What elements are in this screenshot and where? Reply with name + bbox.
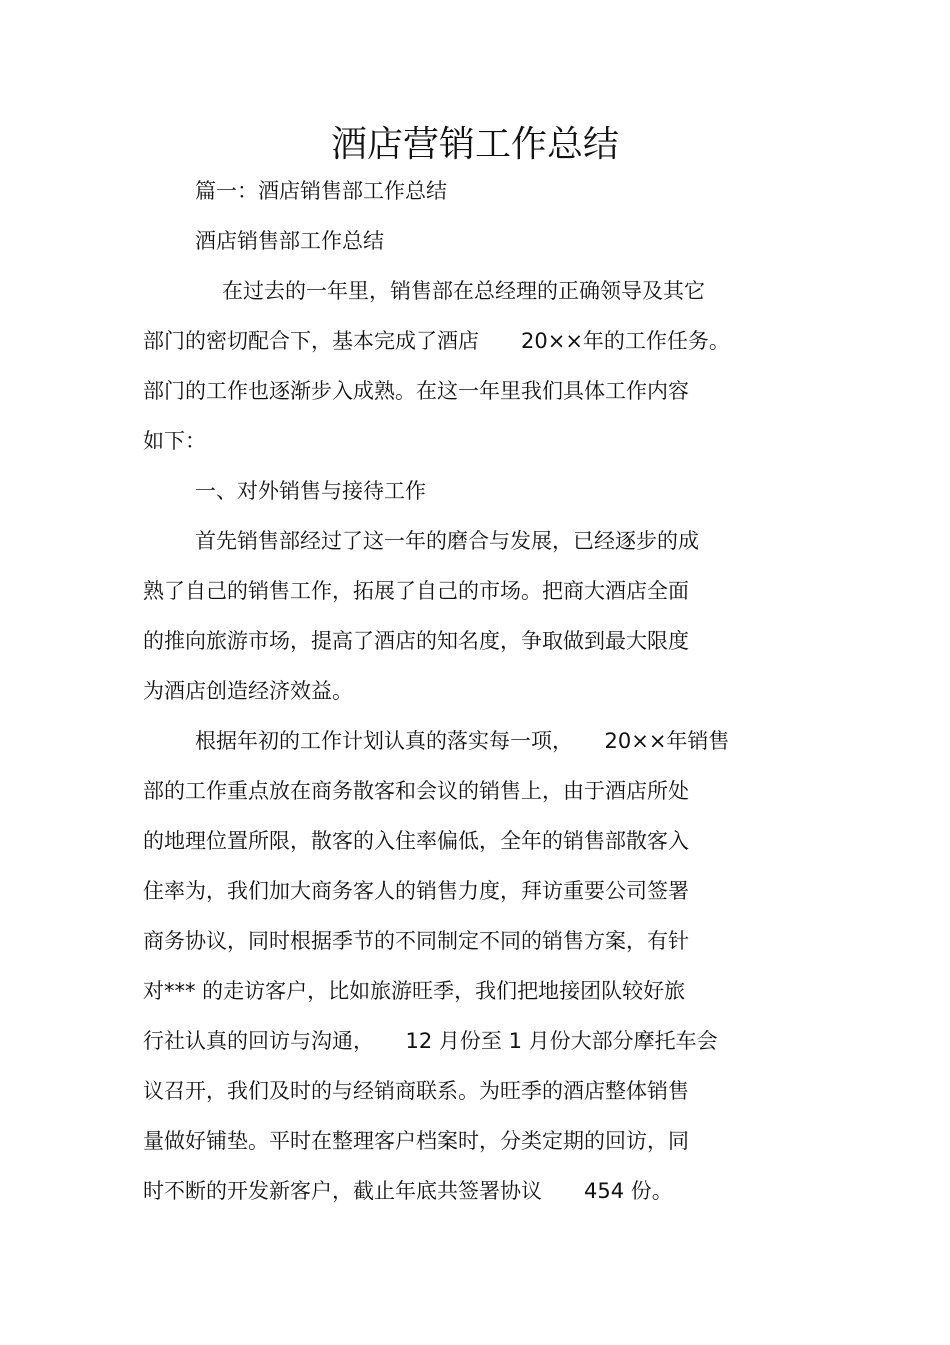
paragraph-line: 如下： — [143, 429, 206, 453]
paragraph-line: 部门的工作也逐渐步入成熟。在这一年里我们具体工作内容 — [143, 379, 689, 403]
paragraph-line: 行社认真的回访与沟通， 12 月份至 1 月份大部分摩托车会 — [143, 1029, 718, 1053]
paragraph-line: 住率为，我们加大商务客人的销售力度，拜访重要公司签署 — [143, 879, 689, 903]
paragraph-line: 对*** 的走访客户，比如旅游旺季，我们把地接团队较好旅 — [143, 979, 686, 1003]
paragraph-line: 为酒店创造经济效益。 — [143, 679, 353, 703]
subsection-heading: 酒店销售部工作总结 — [195, 229, 384, 253]
paragraph-line: 量做好铺垫。平时在整理客户档案时，分类定期的回访，同 — [143, 1129, 689, 1153]
paragraph-line: 商务协议，同时根据季节的不同制定不同的销售方案，有针 — [143, 929, 689, 953]
paragraph-line: 首先销售部经过了这一年的磨合与发展，已经逐步的成 — [195, 529, 699, 553]
paragraph-line: 的地理位置所限，散客的入住率偏低，全年的销售部散客入 — [143, 829, 689, 853]
document-title: 酒店营销工作总结 — [330, 124, 619, 165]
paragraph-line: 在过去的一年里，销售部在总经理的正确领导及其它 — [222, 279, 705, 303]
paragraph-line: 时不断的开发新客户，截止年底共签署协议 454 份。 — [143, 1179, 673, 1203]
paragraph-line: 议召开，我们及时的与经销商联系。为旺季的酒店整体销售 — [143, 1079, 689, 1103]
paragraph-line: 根据年初的工作计划认真的落实每一项， 20××年销售 — [195, 729, 730, 753]
section-heading: 篇一：酒店销售部工作总结 — [195, 179, 447, 203]
section-heading: 一、对外销售与接待工作 — [195, 479, 426, 503]
paragraph-line: 的推向旅游市场，提高了酒店的知名度，争取做到最大限度 — [143, 629, 689, 653]
paragraph-line: 部门的密切配合下，基本完成了酒店 20××年的工作任务。 — [143, 329, 730, 353]
paragraph-line: 熟了自己的销售工作，拓展了自己的市场。把商大酒店全面 — [143, 579, 689, 603]
paragraph-line: 部的工作重点放在商务散客和会议的销售上，由于酒店所处 — [143, 779, 689, 803]
